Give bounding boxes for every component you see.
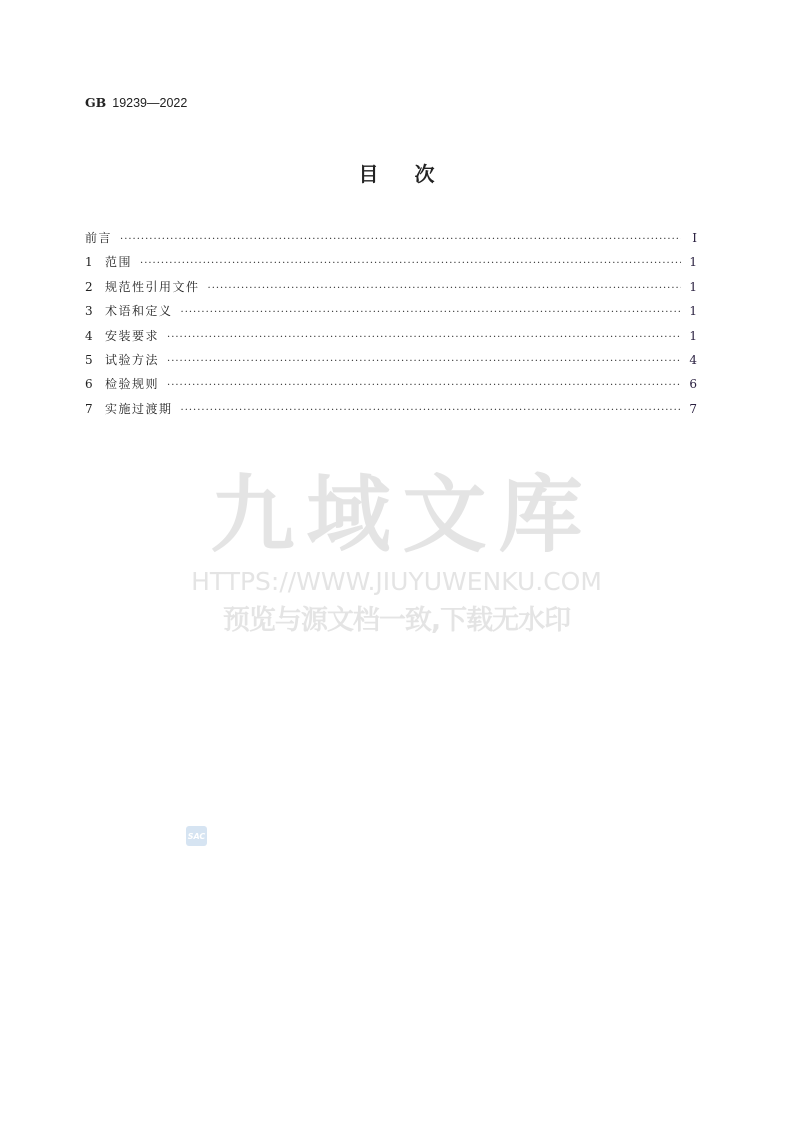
toc-leader-dots: [167, 332, 681, 344]
document-header: [85, 95, 187, 111]
toc-number: 7: [85, 401, 93, 416]
toc-leader-dots: [167, 380, 681, 392]
watermark-url: HTTPS://WWW.JIUYUWENKU.COM: [191, 567, 602, 596]
toc-number: 2: [85, 279, 93, 294]
toc-label: 规范性引用文件: [105, 279, 200, 294]
toc-number: 3: [85, 304, 93, 319]
toc-page-number: I: [692, 231, 697, 245]
standard-prefix: GB: [85, 95, 107, 110]
toc-entry[interactable]: [85, 253, 697, 277]
toc-page-number: 1: [689, 304, 697, 319]
toc-page-number: 7: [689, 401, 697, 416]
watermark-brand: 九域文库: [210, 466, 595, 564]
toc-leader-dots: [181, 405, 681, 417]
toc-leader-dots: [120, 234, 681, 246]
toc-label: 前言: [85, 231, 113, 245]
toc-leader-dots: [208, 283, 681, 295]
toc-number: 4: [85, 328, 93, 343]
toc-number: 6: [85, 377, 93, 392]
toc-page-number: 1: [689, 255, 697, 270]
toc-page-number: 4: [689, 352, 697, 367]
toc-page-number: 1: [689, 328, 697, 343]
toc-label: 实施过渡期: [105, 401, 173, 416]
page-title: 目次: [358, 162, 471, 186]
toc-entry[interactable]: [85, 302, 697, 326]
toc-label: 范围: [105, 255, 133, 270]
watermark-notice: 预览与源文档一致,下载无水印: [222, 605, 571, 636]
toc-number: 5: [85, 352, 93, 367]
toc-page-number: 1: [689, 279, 697, 294]
toc-leader-dots: [181, 307, 681, 319]
table-of-contents: [85, 229, 697, 424]
toc-label: 试验方法: [105, 352, 160, 367]
toc-page-number: 6: [689, 377, 697, 392]
toc-label: 检验规则: [105, 377, 160, 392]
toc-entry[interactable]: [85, 351, 697, 375]
sac-logo: SAC: [186, 826, 207, 846]
toc-number: 1: [85, 255, 93, 270]
toc-entry[interactable]: [85, 278, 697, 302]
toc-entry[interactable]: [85, 229, 697, 253]
toc-entry[interactable]: [85, 400, 697, 424]
standard-code: 19239—2022: [112, 96, 188, 110]
toc-entry[interactable]: [85, 327, 697, 351]
toc-leader-dots: [140, 258, 681, 270]
toc-leader-dots: [167, 356, 681, 368]
toc-label: 安装要求: [105, 328, 160, 343]
toc-entry[interactable]: [85, 375, 697, 399]
toc-label: 术语和定义: [105, 304, 173, 319]
